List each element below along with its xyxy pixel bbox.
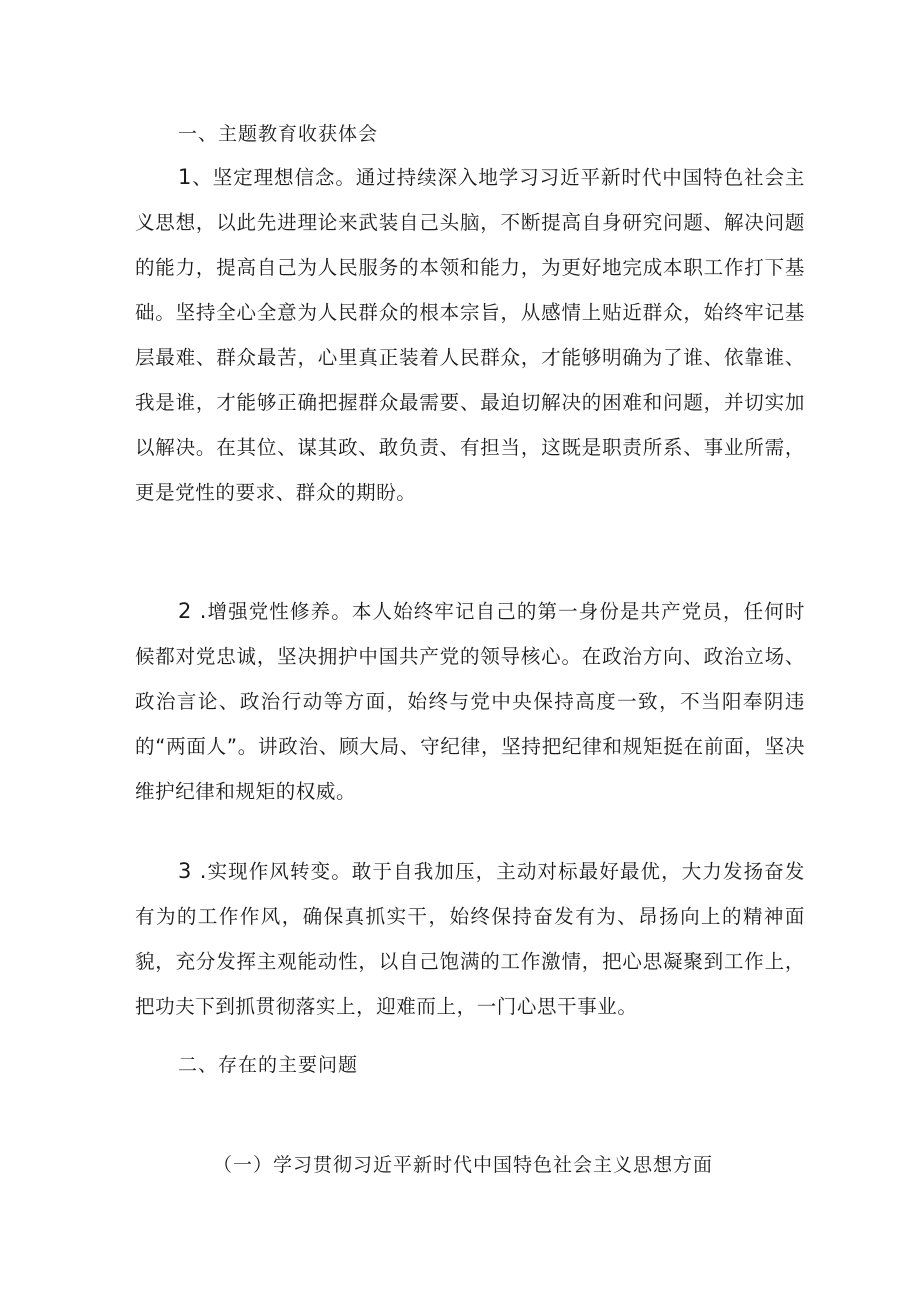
paragraph-2-text: 增强党性修养。本人始终牢记自己的第一身份是共产党员，任何时候都对党忠诚，坚决拥护中国共产党的领导核心。在政治方向、政治立场、政治言论、政治行动等方面，始终与党中央保持高度一致，不当阳奉阴违的“两面人”。讲政治、顾大局、守纪律，坚持把纪律和规矩挺在前面，坚决维护纪律和规矩的权威。 bbox=[135, 600, 805, 803]
paragraph-1-text: 、坚定理想信念。通过持续深入地学习习近平新时代中国特色社会主义思想，以此先进理论来武装自己头脑，不断提高自身研究问题、解决问题的能力，提高自己为人民服务的本领和能力，为更好地完成本职工作打下基础。坚持全心全意为人民群众的根本宗旨，从感情上贴近群众，始终牢记基层最难、群众最苦，心里真正装着人民群众，才能够明确为了谁、依靠谁、我是谁，才能够正确把握群众最需要、最迫切解决的困难和问题，并切实加以解决。在其位、谋其政、敢负责、有担当，这既是职责所系、事业所需，更是党性的要求、群众的期盼。 bbox=[135, 166, 805, 504]
paragraph-2 bbox=[135, 589, 805, 814]
paragraph-3 bbox=[135, 849, 805, 1029]
section-heading-2: 二、存在的主要问题 bbox=[178, 1054, 359, 1076]
subsection-heading-1: （一）学习贯彻习近平新时代中国特色社会主义思想方面 bbox=[213, 1154, 714, 1176]
paragraph-3-text: 实现作风转变。敢于自我加压，主动对标最好最优，大力发扬奋发有为的工作作风，确保真抓实干，始终保持奋发有为、昂扬向上的精神面貌，充分发挥主观能动性，以自己饱满的工作激情，把心思凝聚到工作上，把功夫下到抓贯彻落实上，迎难而上，一门心思干事业。 bbox=[135, 860, 805, 1018]
section-heading-1: 一、主题教育收获体会 bbox=[178, 123, 379, 145]
paragraph-3-number: 3 . bbox=[178, 859, 208, 883]
paragraph-2-number: 2 . bbox=[178, 599, 208, 623]
paragraph-1 bbox=[135, 155, 805, 515]
paragraph-1-number: 1 bbox=[178, 165, 192, 189]
